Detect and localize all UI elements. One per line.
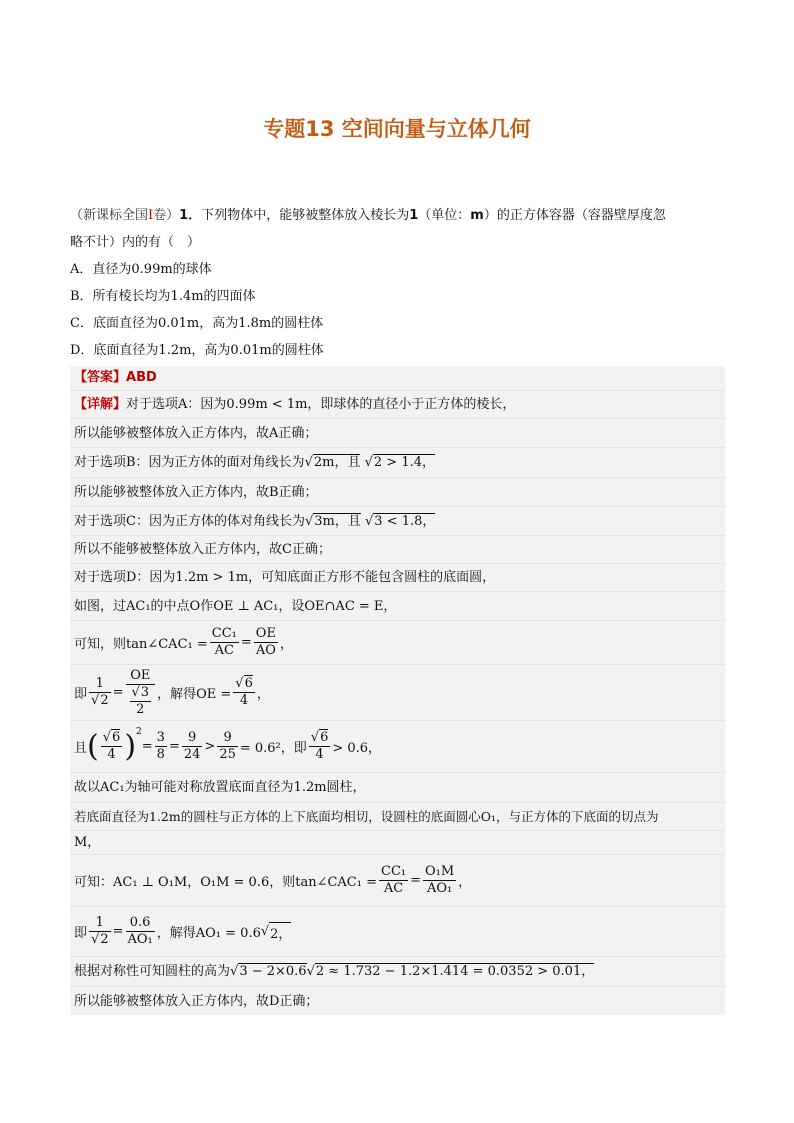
numerator: 1 <box>89 676 111 693</box>
solution-text: 根据对称性可知圆柱的高为 <box>74 964 231 979</box>
answer-label: 【答案】 <box>74 370 127 385</box>
solution-line-2: 所以能够被整体放入正方体内，故A正确； <box>70 418 725 447</box>
fraction <box>89 915 111 948</box>
denominator: 24 <box>183 747 201 762</box>
numerator: OE <box>126 668 156 685</box>
fraction <box>89 676 111 709</box>
denominator: 4 <box>239 693 249 708</box>
question-source: （新课标全国 <box>70 208 149 223</box>
numerator: √3 <box>131 684 150 700</box>
solution-box <box>70 366 725 1015</box>
solution-text: = <box>141 739 153 754</box>
question-stem-num: 1 <box>409 208 419 223</box>
denominator: 4 <box>315 747 324 762</box>
sqrt-expr: 2 ≈ 1.732 − 1.2×1.414 = 0.0352 > 0.01， <box>315 964 595 979</box>
page-title: 专题13 空间向量与立体几何 <box>263 117 531 141</box>
denominator: 25 <box>219 747 236 762</box>
denominator: 8 <box>156 747 165 762</box>
fraction <box>309 730 331 763</box>
denominator: 2 <box>136 701 145 717</box>
solution-line-18: 所以能够被整体放入正方体内，故D正确； <box>70 986 725 1015</box>
numerator: √6 <box>235 676 253 691</box>
sqrt-expr: 3 < 1.8， <box>374 514 436 529</box>
numerator: O₁M <box>425 864 455 879</box>
question-stem-2: （单位： <box>418 208 471 223</box>
solution-text: 即 <box>74 687 88 702</box>
paren: ( <box>87 729 99 764</box>
solution-text: 对于选项A：因为0.99m < 1m，即球体的直径小于正方体的棱长， <box>126 397 516 412</box>
fraction <box>217 730 238 763</box>
answer-row <box>70 366 725 390</box>
solution-line-17: 根据对称性可知圆柱的高为√3 − 2×0.6√2 ≈ 1.732 − 1.2×1.414 = 0.0352 > 0.01， <box>70 956 725 986</box>
solution-line-3: 对于选项B：因为正方体的面对角线长为√2m，且 √2 > 1.4， <box>70 447 725 477</box>
solution-line-6: 所以不能够被整体放入正方体内，故C正确； <box>70 535 725 563</box>
numerator: CC₁ <box>381 864 407 879</box>
fraction <box>126 915 155 948</box>
solution-text: ，解得AO₁ = 0.6 <box>156 926 261 941</box>
numerator: 1 <box>89 915 111 932</box>
denominator: AC <box>383 881 404 896</box>
fraction <box>254 626 278 659</box>
question-stem-1: 下列物体中，能够被整体放入棱长为 <box>201 208 410 223</box>
solution-text: 对于选项B：因为正方体的面对角线长为 <box>74 455 305 470</box>
denominator: 4 <box>107 747 116 762</box>
sqrt-expr: 2m，且 <box>313 455 361 470</box>
option-c: C．底面直径为0.01m，高为1.8m的圆柱体 <box>70 316 324 331</box>
sqrt-expr: 6 <box>320 730 329 745</box>
fraction <box>182 730 203 763</box>
numerator: 3 <box>156 730 165 745</box>
paren: ) <box>124 729 137 764</box>
solution-line-14: M， <box>70 830 725 854</box>
question-number: 1． <box>179 208 202 223</box>
sqrt-expr: 3 <box>140 684 150 700</box>
solution-text: > 0.6， <box>332 741 382 756</box>
sqrt-expr: 3m，且 <box>314 514 361 529</box>
solution-line-13: 若底面直径为1.2m的圆柱与正方体的上下底面均相切，设圆柱的底面圆心O₁，与正方体的下底面的切点为 <box>70 802 725 830</box>
sqrt-expr: 6 <box>244 676 253 691</box>
sqrt-expr: 2 > 1.4， <box>373 455 435 470</box>
solution-text: 即 <box>74 926 88 941</box>
solution-line-11: 且 ( $\frac{√6}{4}$ ) $^2$ = $\frac{3}{8}$ = $\frac{9}{24}$ > $\frac{9}{25}$ = 0.6²，即 $\frac{√6}{4}$ > 0.6， <box>70 720 725 772</box>
answer-value: ABD <box>126 370 157 385</box>
fraction <box>423 864 456 897</box>
solution-line-4: 所以能够被整体放入正方体内，故B正确； <box>70 477 725 506</box>
question-stem-line-2: 略不计）内的有（ ） <box>70 235 201 250</box>
sqrt-expr: 3 − 2×0.6 <box>239 964 307 979</box>
numerator: 0.6 <box>126 915 155 932</box>
sqrt-expr: 2 <box>100 693 109 708</box>
solution-text: = 0.6²，即 <box>239 741 307 756</box>
denominator: AO <box>255 643 276 658</box>
fraction <box>155 730 167 763</box>
solution-text: 且 <box>74 741 88 756</box>
numerator: √6 <box>310 730 329 745</box>
question-stem-line-1 <box>70 202 725 229</box>
fraction <box>210 626 239 659</box>
solution-label: 【详解】 <box>74 397 127 412</box>
denominator: AO₁ <box>127 932 153 947</box>
exponent: 2 <box>136 727 142 737</box>
question-source-roman: I <box>148 208 154 223</box>
solution-line-12: 故以AC₁为轴可能对称放置底面直径为1.2m圆柱， <box>70 772 725 802</box>
solution-line-10: 即 $\frac{1}{√2}$ = $\frac{OE}{\frac{√3}{2}}$ ，解得OE = $\frac{√6}{4}$ ， <box>70 664 725 720</box>
denominator <box>126 685 156 718</box>
numerator: 9 <box>182 730 203 747</box>
solution-line-1 <box>70 390 725 418</box>
fraction <box>233 676 255 709</box>
solution-line-15: 可知：AC₁ ⊥ O₁M，O₁M = 0.6，则tan∠CAC₁ = $\frac{\text{CC₁}}{AC}$ = $\frac{\text{O₁M}}{\text{AO₁}}$ ， <box>70 854 725 906</box>
option-a: A．直径为0.99m的球体 <box>70 262 212 277</box>
sqrt-expr: 6 <box>112 730 121 745</box>
solution-line-16: 即 $\frac{1}{√2}$ = $\frac{0.6}{\text{AO₁}}$ ，解得AO₁ = 0.6 √ 2， <box>70 906 725 956</box>
question-source-tail: 卷） <box>153 208 180 223</box>
question-stem-unit: m <box>470 208 484 223</box>
solution-text: 对于选项C：因为正方体的体对角线长为 <box>74 514 305 529</box>
question-stem-3: ）的正方体容器（容器壁厚度忽 <box>483 208 666 223</box>
solution-line-8: 如图，过AC₁的中点O作OE ⊥ AC₁，设OE∩AC = E， <box>70 591 725 620</box>
solution-line-5: 对于选项C：因为正方体的体对角线长为√3m，且 √3 < 1.8， <box>70 506 725 535</box>
numerator: CC₁ <box>211 626 237 641</box>
denominator: AO₁ <box>426 881 453 896</box>
question-block <box>70 202 725 364</box>
solution-line-9: 可知，则tan∠CAC₁ = $\frac{\text{CC₁}}{AC}$ = $\frac{OE}{AO}$ ， <box>70 620 725 664</box>
solution-line-7: 对于选项D：因为1.2m > 1m，可知底面正方形不能包含圆柱的底面圆， <box>70 563 725 591</box>
fraction <box>379 864 408 897</box>
fraction <box>130 685 152 718</box>
option-d: D．底面直径为1.2m，高为0.01m的圆柱体 <box>70 343 324 358</box>
numerator: √6 <box>102 730 121 745</box>
fraction <box>126 668 156 718</box>
sqrt-expr: 2， <box>269 922 291 942</box>
denominator: √2 <box>91 693 109 708</box>
solution-text: 可知：AC₁ ⊥ O₁M，O₁M = 0.6，则tan∠CAC₁ = <box>74 875 377 890</box>
numerator: 9 <box>217 730 238 747</box>
denominator: √2 <box>91 932 109 947</box>
solution-text: 可知，则tan∠CAC₁ = <box>74 637 208 652</box>
option-b: B．所有棱长均为1.4m的四面体 <box>70 289 256 304</box>
sqrt-expr: 2 <box>100 932 109 947</box>
numerator: OE <box>255 626 276 641</box>
fraction <box>101 730 123 763</box>
denominator: AC <box>214 643 234 658</box>
solution-text: ，解得OE = <box>157 687 232 702</box>
